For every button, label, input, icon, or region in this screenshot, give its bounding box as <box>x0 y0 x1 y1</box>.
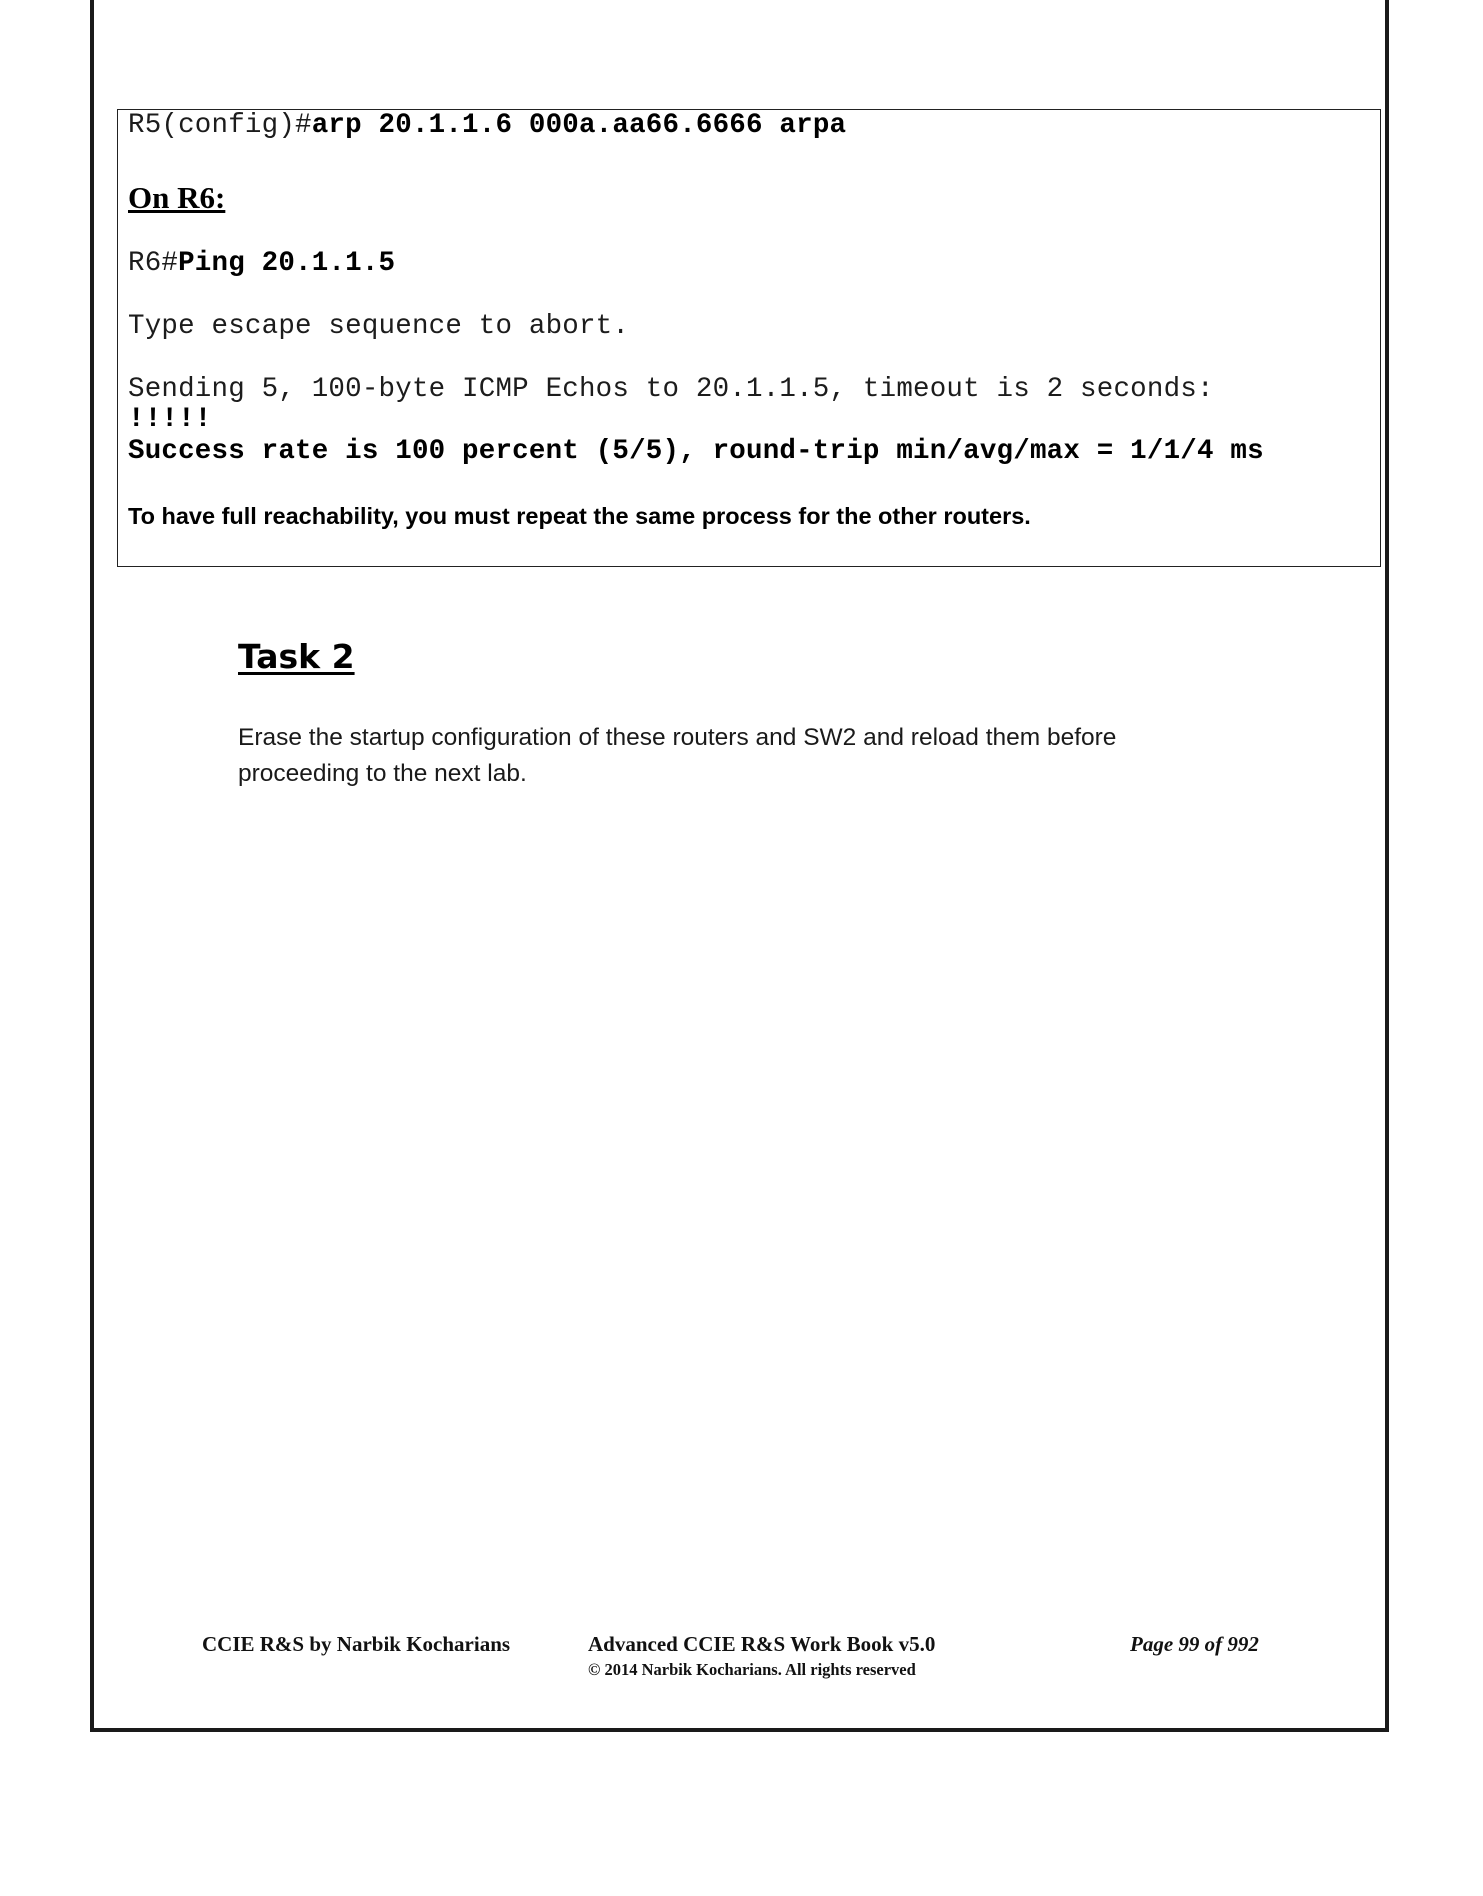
footer-copyright: © 2014 Narbik Kocharians. All rights reserved <box>588 1660 916 1679</box>
reachability-note: To have full reachability, you must repeat the same process for the other routers. <box>128 503 1031 529</box>
cli-prompt: R6# <box>128 248 179 279</box>
cli-line-escape: Type escape sequence to abort. <box>128 311 630 342</box>
task-title: Task 2 <box>238 637 355 676</box>
footer-book-title: Advanced CCIE R&S Work Book v5.0 <box>588 1632 936 1656</box>
footer-author: CCIE R&S by Narbik Kocharians <box>202 1632 511 1656</box>
success-rate-text: Success rate is 100 percent (5/5), round-trip min/avg/max = 1/1/4 ms <box>128 436 1264 467</box>
ping-result-bangs: !!!!! <box>128 404 212 435</box>
cli-line-success <box>128 436 1264 467</box>
cli-line-bangs <box>128 404 212 435</box>
cli-prompt: R5(config)# <box>128 110 312 141</box>
cli-command: arp 20.1.1.6 000a.aa66.6666 arpa <box>311 110 847 141</box>
cli-line-sending: Sending 5, 100-byte ICMP Echos to 20.1.1.5, timeout is 2 seconds: <box>128 374 1214 405</box>
section-heading-r6: On R6: <box>128 180 226 215</box>
cli-line-arp <box>128 110 846 141</box>
footer-page-number: Page 99 of 992 <box>1130 1632 1259 1656</box>
cli-command: Ping 20.1.1.5 <box>178 248 396 279</box>
cli-line-ping <box>128 248 395 279</box>
task-body: Erase the startup configuration of these routers and SW2 and reload them before proceeding to the next lab. <box>238 724 1117 787</box>
